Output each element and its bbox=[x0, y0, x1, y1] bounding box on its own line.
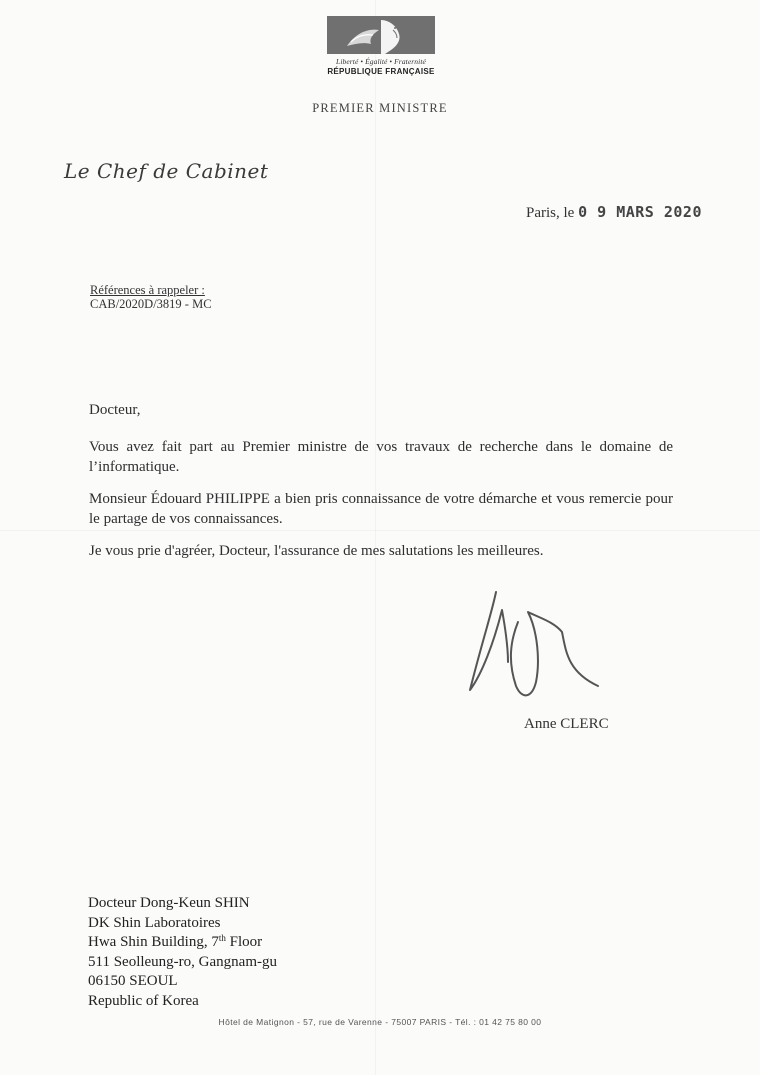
republic-motto: Liberté • Égalité • Fraternité bbox=[336, 57, 426, 66]
address-line-3-rest: Floor bbox=[225, 934, 263, 950]
letter-footer: Hôtel de Matignon - 57, rue de Varenne - 75007 PARIS - Tél. : 01 42 75 80 00 bbox=[218, 1017, 542, 1027]
address-line-6: Republic of Korea bbox=[88, 992, 199, 1009]
references-label: Références à rappeler : bbox=[90, 283, 205, 297]
address-line-1: Docteur Dong-Keun SHIN bbox=[88, 895, 250, 911]
date-prefix: Paris, le bbox=[526, 205, 575, 221]
paragraph-3: Je vous prie d'agréer, Docteur, l'assurance de mes salutations les meilleures. bbox=[89, 543, 544, 559]
recipient-address bbox=[88, 894, 277, 1011]
fold-line-horizontal bbox=[0, 530, 760, 531]
reference-code: CAB/2020D/3819 - MC bbox=[90, 297, 212, 311]
address-line-3-sup: th bbox=[218, 933, 226, 943]
chef-de-cabinet-title: Le Chef de Cabinet bbox=[64, 159, 269, 183]
marianne-emblem-icon bbox=[327, 16, 435, 54]
address-line-3-main: Hwa Shin Building, 7 bbox=[88, 934, 219, 950]
premier-ministre-heading: PREMIER MINISTRE bbox=[312, 101, 448, 115]
date-stamp: 0 9 MARS 2020 bbox=[578, 203, 702, 221]
paragraph-1: Vous avez fait part au Premier ministre de vos travaux de recherche dans le domaine de l’informatique. bbox=[89, 439, 673, 475]
republique-francaise-label: RÉPUBLIQUE FRANÇAISE bbox=[327, 67, 435, 76]
handwritten-signature bbox=[458, 582, 608, 712]
references-block bbox=[90, 283, 212, 311]
date-line bbox=[526, 203, 702, 222]
address-line-2: DK Shin Laboratoires bbox=[88, 914, 221, 931]
address-line-4: 511 Seolleung-ro, Gangnam-gu bbox=[88, 953, 277, 970]
marianne-logo bbox=[327, 16, 435, 76]
salutation: Docteur, bbox=[89, 402, 141, 418]
address-line-3 bbox=[88, 933, 277, 953]
address-line-5: 06150 SEOUL bbox=[88, 973, 178, 989]
signer-name: Anne CLERC bbox=[524, 716, 609, 732]
paragraph-2: Monsieur Édouard PHILIPPE a bien pris connaissance de votre démarche et vous remercie pour le partage de vos connaissances. bbox=[89, 491, 673, 527]
fold-line-vertical bbox=[375, 0, 376, 1075]
